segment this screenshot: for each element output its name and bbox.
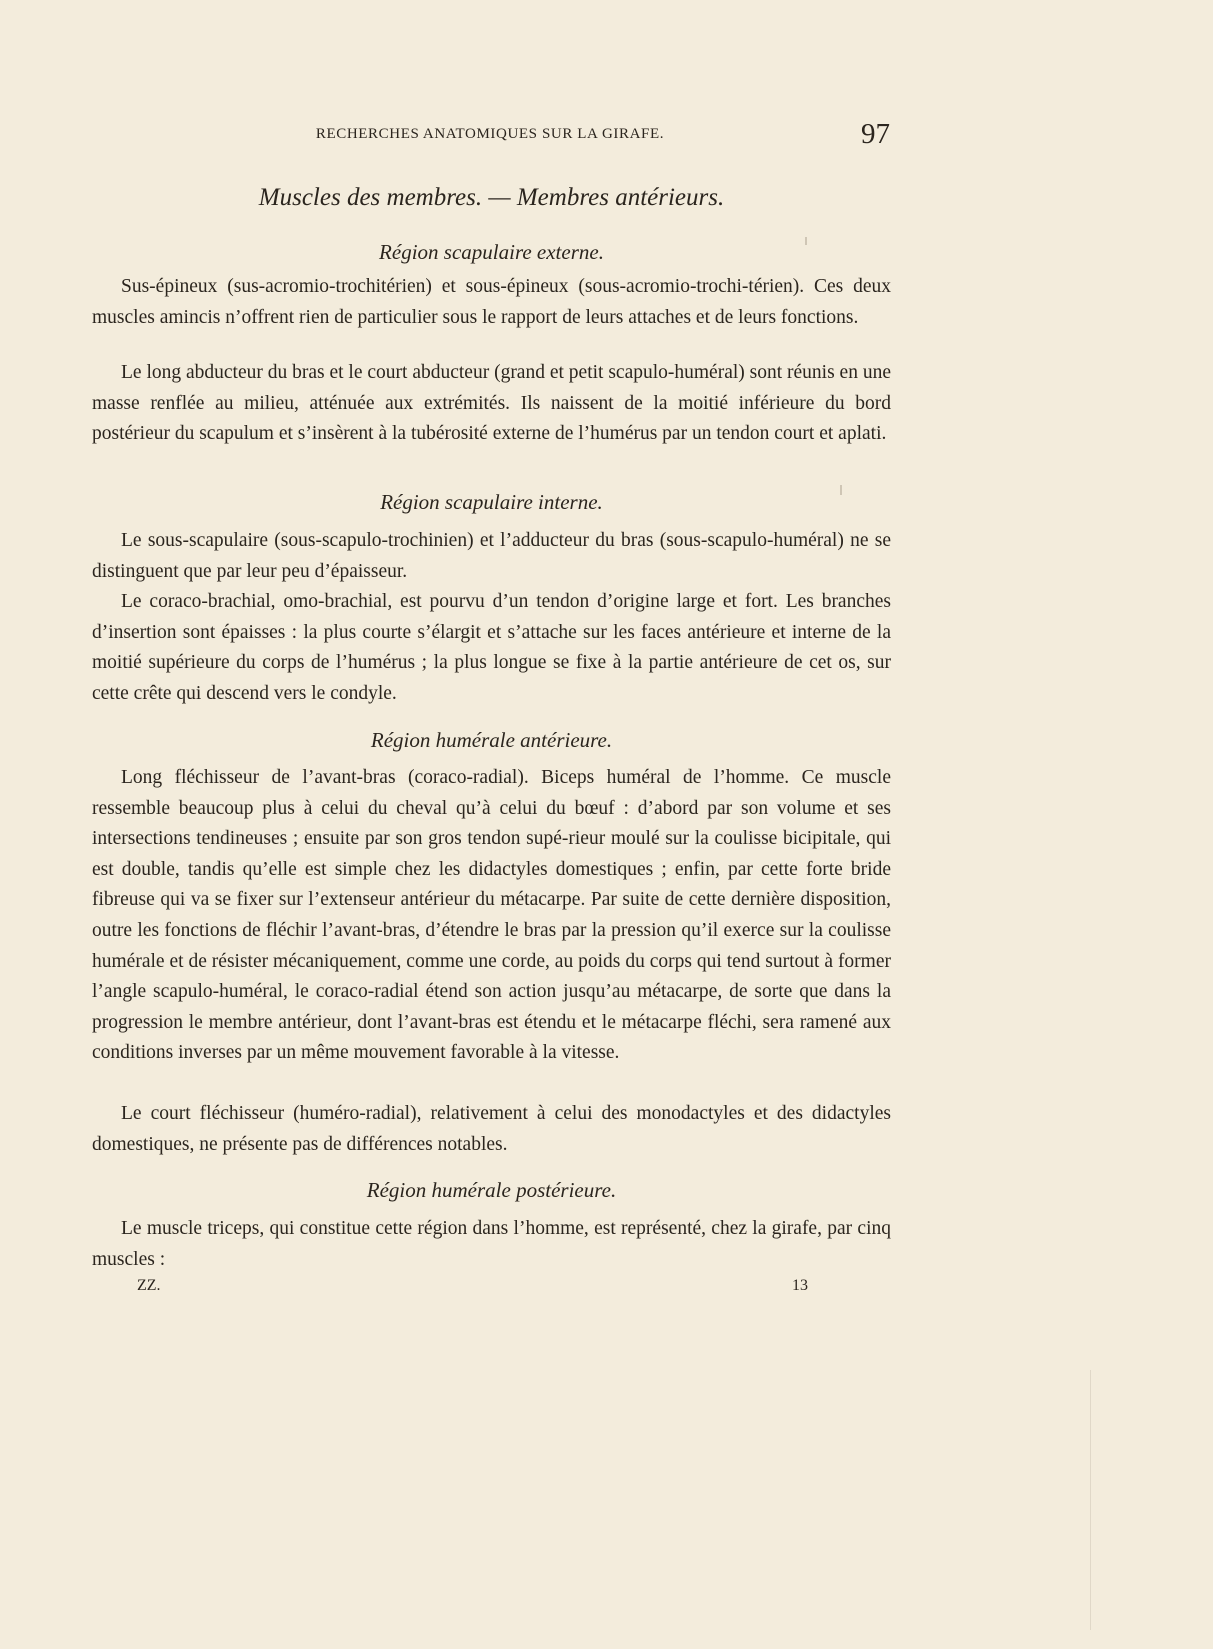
paper-crease <box>1090 1370 1091 1630</box>
paragraph: Sus-épineux (sus-acromio-trochitérien) et sous-épineux (sous-acromio-trochi-térien). Ces deux muscles amincis n’offrent rien de particulier sous le rapport de leurs attaches et de leurs fonctions. <box>92 276 891 328</box>
paragraph: Le long abducteur du bras et le court abducteur (grand et petit scapulo-huméral) sont réunis en une masse renflée au milieu, atténuée aux extrémités. Ils naissent de la moitié inférieure du bord postérieur du scapulum et s’insèrent à la tubérosité externe de l’humérus par un tendon court et aplati. <box>92 362 891 445</box>
subsection-heading: Région scapulaire interne. <box>380 490 603 514</box>
paragraph: Long fléchisseur de l’avant-bras (coraco-radial). Biceps huméral de l’homme. Ce muscle ressemble beaucoup plus à celui du cheval qu’à celui du bœuf : d’abord par son volume et ses intersections tendineuses ; ensuite par son gros tendon supé-rieur moulé sur la coulisse bicipitale, qui est double, tandis qu’elle est simple chez les didactyles domestiques ; enfin, par cette forte bride fibreuse qui va se fixer sur l’extenseur antérieur du métacarpe. Par suite de cette dernière disposition, outre les fonctions de fléchir l’avant-bras, d’étendre le bras par la pression qu’il exerce sur la coulisse humérale et de résister mécaniquement, comme une corde, au poids du corps qui tend surtout à former l’angle scapulo-huméral, le coraco-radial étend son action jusqu’au métacarpe, de sorte que dans la progression le membre antérieur, dont l’avant-bras est étendu et le métacarpe fléchi, sera ramené aux conditions inverses par un même mouvement favorable à la vitesse. <box>92 767 891 1064</box>
subsection-heading: Région scapulaire externe. <box>379 240 604 264</box>
paper-speck <box>805 237 807 245</box>
subsection-heading: Région humérale postérieure. <box>366 1178 617 1202</box>
paragraph: Le coraco-brachial, omo-brachial, est pourvu d’un tendon d’origine large et fort. Les branches d’insertion sont épaisses : la plus courte s’élargit et s’attache sur les faces antérieure et interne de la moitié supérieure du corps de l’humérus ; la plus longue se fixe à la partie antérieure de cet os, sur cette crête qui descend vers le condyle. <box>92 591 891 704</box>
running-title: RECHERCHES ANATOMIQUES SUR LA GIRAFE. <box>315 126 665 142</box>
sheet-number: 13 <box>792 1277 808 1294</box>
paragraph: Le muscle triceps, qui constitue cette région dans l’homme, est représenté, chez la girafe, par cinq muscles : <box>92 1218 891 1270</box>
subsection-heading: Région humérale antérieure. <box>370 728 613 752</box>
paragraph: Le sous-scapulaire (sous-scapulo-trochinien) et l’adducteur du bras (sous-scapulo-huméral) ne se distinguent que par leur peu d’épaisseur. <box>92 530 891 582</box>
running-head <box>90 118 890 158</box>
footer <box>92 1277 891 1303</box>
signature-mark: ZZ. <box>137 1277 161 1294</box>
paragraph: Le court fléchisseur (huméro-radial), relativement à celui des monodactyles et des didactyles domestiques, ne présente pas de différences notables. <box>92 1103 891 1155</box>
page-number: 97 <box>861 118 890 150</box>
section-title: Muscles des membres. — Membres antérieurs. <box>258 184 725 211</box>
paper-speck <box>840 485 842 495</box>
